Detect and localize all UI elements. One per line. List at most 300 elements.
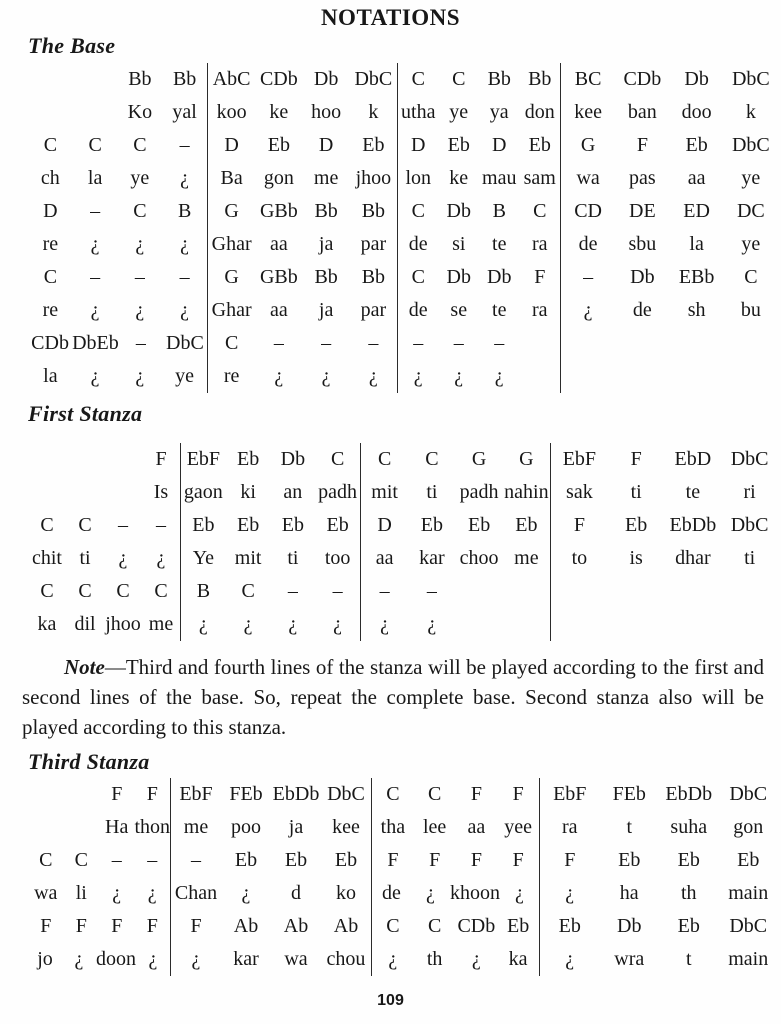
notation-row-notes [28,63,778,96]
notation-row-notes [28,327,778,360]
notation-group [180,476,360,509]
lyric-cell: ka [508,948,528,970]
lyric-cell: thon [134,816,170,838]
notation-group [207,96,397,129]
note-paragraph [22,652,764,742]
lyric-cell: tha [380,816,406,838]
note-cell: C [427,915,442,937]
note-cell: – [494,332,505,354]
note-cell: CDb [259,68,298,90]
notation-group [28,261,207,294]
note-cell: Eb [420,514,443,536]
notation-group [207,195,397,228]
note-cell: C [452,68,466,90]
notation-group [28,476,180,509]
note-text: —Third and fourth lines of the stanza will be played according to the first and second lines of the base. So, repeat the complete base. Second stanza also will be played according to this stanza. [22,655,764,739]
lyric-cell: ri [743,481,756,503]
notation-group [560,195,778,228]
note-cell: F [534,266,546,288]
note-cell: D [377,514,392,536]
lyric-cell: th [680,882,697,904]
lyric-cell: an [283,481,303,503]
lyric-cell: aa [269,233,288,255]
note-cell: G [580,134,596,156]
note-cell: Eb [618,849,641,871]
note-cell: DbC [729,783,768,805]
note-cell: DbC [166,332,204,354]
notation-group [28,608,180,641]
lyric-cell: ha [619,882,639,904]
lyric-cell: par [360,299,387,321]
lyric-cell: ti [287,547,299,569]
lyric-cell: me [313,167,339,189]
note-cell: CDb [457,915,496,937]
notation-group [539,811,778,844]
notation-group [180,575,360,608]
notation-group [371,811,539,844]
notation-group [28,943,170,976]
note-cell: C [330,448,345,470]
note-cell: Eb [267,134,290,156]
lyric-cell: doo [681,101,712,123]
note-cell: C [386,915,400,937]
lyric-cell: la [87,167,103,189]
lyric-cell: jo [37,948,53,970]
lyric-cell: bu [740,299,761,321]
notation-group [28,877,170,910]
lyric-cell: ¿ [494,365,504,387]
lyric-cell: de [408,299,428,321]
lyric-cell: Ghar [211,233,252,255]
lyric-cell: gon [733,816,764,838]
notation-row-lyrics [28,360,778,393]
notation-group [28,542,180,575]
lyric-cell: si [452,233,466,255]
lyric-cell: ¿ [112,882,122,904]
notation-group [180,542,360,575]
note-cell: F [512,783,524,805]
lyric-cell: ¿ [380,613,390,635]
lyric-cell: ¿ [321,365,331,387]
lyric-cell: doon [96,948,136,970]
notation-group [539,877,778,910]
lyric-cell: ¿ [90,365,100,387]
note-cell: – [191,849,201,871]
note-cell: C [133,134,147,156]
note-cell: Eb [558,915,581,937]
lyric-cell: dhar [675,547,711,569]
notation-row-lyrics [28,228,778,261]
lyric-cell: sam [523,167,556,189]
lyric-cell: ¿ [583,299,593,321]
lyric-cell: ¿ [135,299,145,321]
lyric-cell: th [426,948,443,970]
note-cell: GBb [259,200,298,222]
note-cell: Eb [468,514,491,536]
notation-group [560,294,778,327]
lyric-cell: me [514,547,539,569]
lyric-cell: ki [240,481,256,503]
lyric-cell: re [223,365,240,387]
note-cell: B [196,580,211,602]
lyric-cell: la [43,365,58,387]
lyric-cell: ¿ [148,948,158,970]
notation-group [371,844,539,877]
note-cell: D [492,134,507,156]
notation-row-notes [28,910,778,943]
notation-group [550,509,778,542]
lyric-cell: se [450,299,468,321]
lyric-cell: ye [741,167,761,189]
lyric-cell: chit [32,547,62,569]
note-cell: C [133,200,147,222]
note-cell: CD [574,200,603,222]
note-cell: Bb [314,200,338,222]
lyric-cell: nahin [504,481,549,503]
notation-group [560,360,778,393]
note-cell: C [88,134,102,156]
note-cell: F [146,915,158,937]
note-cell: Eb [507,915,530,937]
note-cell: Bb [487,68,511,90]
lyric-cell: ye [130,167,150,189]
note-cell: Eb [625,514,648,536]
lyric-cell: ko [336,882,356,904]
note-cell: C [427,783,442,805]
notation-group [170,844,371,877]
lyric-cell: ¿ [471,948,481,970]
note-cell: DbC [327,783,365,805]
notation-group [371,910,539,943]
note-cell: Db [313,68,339,90]
notation-group [397,162,560,195]
lyric-cell: ¿ [388,948,398,970]
note-cell: DC [736,200,765,222]
notation-row-notes [28,129,778,162]
note-cell: Eb [362,134,385,156]
note-cell: GBb [259,266,298,288]
notation-group [371,877,539,910]
notation-group [539,778,778,811]
notation-group [550,476,778,509]
lyric-cell: mau [482,167,517,189]
section-first-stanza [28,401,778,641]
note-cell: F [155,448,167,470]
lyric-cell: ¿ [180,233,190,255]
lyric-cell: li [75,882,87,904]
note-cell: DbC [730,448,769,470]
notation-group [397,96,560,129]
note-label: Note [64,655,105,679]
notation-group [28,575,180,608]
lyric-cell: ti [744,547,756,569]
notation-group [170,877,371,910]
note-cell: BC [574,68,602,90]
note-cell: – [90,266,101,288]
note-cell: Bb [361,200,386,222]
notation-group [397,294,560,327]
notation-group [397,261,560,294]
lyric-cell: ¿ [565,948,575,970]
notation-group [28,195,207,228]
lyric-cell: te [492,299,507,321]
notation-group [170,943,371,976]
lyric-cell: utha [401,101,436,123]
lyric-cell: ¿ [243,613,253,635]
lyric-cell: re [42,299,59,321]
lyric-cell: ja [288,816,304,838]
lyric-cell: ti [426,481,438,503]
notation-group [207,129,397,162]
note-cell: Ab [283,915,309,937]
lyric-cell: yal [172,101,197,123]
lyric-cell: ¿ [90,299,100,321]
notation-group [560,228,778,261]
notation-group [170,811,371,844]
lyric-cell: lon [405,167,432,189]
lyric-cell: dil [74,613,96,635]
note-cell: DbC [354,68,393,90]
note-cell: – [321,332,332,354]
note-cell: – [453,332,464,354]
notation-row-notes [28,844,778,877]
lyric-cell: kar [419,547,445,569]
section-third-stanza [28,749,778,976]
note-cell: B [177,200,192,222]
lyric-cell: yee [504,816,532,838]
lyric-cell: padh [318,481,358,503]
lyric-cell: suha [670,816,708,838]
lyric-cell: kee [574,101,602,123]
note-cell: C [43,266,58,288]
notation-group [170,910,371,943]
lyric-cell: to [571,547,588,569]
note-cell: – [413,332,424,354]
note-cell: F [190,915,202,937]
note-cell: EbDb [272,783,320,805]
lyric-cell: don [524,101,555,123]
note-cell: C [116,580,130,602]
notation-group [28,96,207,129]
lyric-cell: ¿ [198,613,208,635]
notation-row-notes [28,778,778,811]
note-cell: – [368,332,379,354]
note-cell: G [224,266,239,288]
section-heading: The Base [28,33,116,58]
note-cell: Eb [677,849,700,871]
note-cell: C [744,266,758,288]
notation-group [28,844,170,877]
lyric-cell: Ye [192,547,215,569]
note-cell: Bb [361,266,386,288]
page-number: 109 [377,992,404,1009]
notation-group [397,360,560,393]
notation-group [207,261,397,294]
note-cell: Eb [737,849,760,871]
lyric-cell: ka [37,613,57,635]
notation-row-notes [28,261,778,294]
lyric-cell: ¿ [74,948,84,970]
lyric-cell: ¿ [454,365,464,387]
note-cell: Db [487,266,512,288]
lyric-cell: Chan [174,882,218,904]
lyric-cell: Ba [220,167,243,189]
note-cell: EbF [562,448,597,470]
note-cell: C [78,514,92,536]
notation-group [360,476,550,509]
note-cell: F [146,783,158,805]
lyric-cell: te [492,233,507,255]
note-cell: Db [617,915,642,937]
note-cell: Bb [528,68,552,90]
note-cell: FEb [612,783,646,805]
note-cell: Eb [528,134,551,156]
lyric-cell: Is [153,481,169,503]
note-cell: EbDb [669,514,717,536]
lyric-cell: mit [371,481,398,503]
lyric-cell: te [685,481,701,503]
note-cell: Ab [333,915,359,937]
note-cell: F [630,448,642,470]
lyric-cell: Ghar [211,299,252,321]
note-cell: Eb [677,915,700,937]
page-title: NOTATIONS [320,5,461,30]
notation-group [397,129,560,162]
notation-group [560,327,778,360]
notation-group [360,575,550,608]
notation-row-lyrics [28,162,778,195]
notation-group [360,443,550,476]
lyric-cell: de [408,233,428,255]
note-cell: D [318,134,334,156]
notation-group [360,608,550,641]
notation-group [28,162,207,195]
note-cell: – [147,849,158,871]
note-cell: C [241,580,255,602]
lyric-cell: choo [459,547,499,569]
note-cell: EbD [674,448,712,470]
lyric-cell: ke [449,167,469,189]
note-cell: C [43,134,58,156]
lyric-cell: wa [576,167,600,189]
note-cell: Eb [515,514,538,536]
lyric-cell: ¿ [333,613,343,635]
lyric-cell: Ko [127,101,153,123]
note-cell: – [379,580,390,602]
notation-group [397,195,560,228]
lyric-cell: pas [629,167,656,189]
lyric-cell: ra [531,299,548,321]
note-cell: F [387,849,399,871]
lyric-cell: wa [34,882,58,904]
note-cell: C [224,332,239,354]
notation-group [207,294,397,327]
notation-group [539,910,778,943]
lyric-cell: ¿ [427,613,437,635]
note-cell: – [273,332,284,354]
notation-row-lyrics [28,476,778,509]
notation-grid [28,63,778,393]
note-cell: F [512,849,524,871]
notation-row-notes [28,443,778,476]
lyric-cell: ¿ [147,882,157,904]
note-cell: – [583,266,594,288]
notation-group [539,844,778,877]
note-cell: Bb [172,68,197,90]
section-heading: First Stanza [28,401,143,426]
lyric-cell: ¿ [426,882,435,904]
lyric-cell: ¿ [118,547,128,569]
notation-group [28,360,207,393]
notation-group [397,228,560,261]
note-cell: DbC [730,514,769,536]
notation-group [28,778,170,811]
lyric-cell: aa [269,299,288,321]
notation-group [28,228,207,261]
lyric-cell: ti [79,547,91,569]
lyric-cell: too [324,547,351,569]
lyric-cell: d [291,882,301,904]
note-cell: Eb [281,514,304,536]
note-cell: Eb [284,849,308,871]
notation-group [207,162,397,195]
note-cell: – [134,266,145,288]
lyric-cell: ¿ [368,365,378,387]
note-cell: CDb [623,68,662,90]
lyric-cell: ye [175,365,195,387]
notation-group [207,327,397,360]
lyric-cell: ¿ [135,233,145,255]
lyric-cell: t [626,816,633,838]
note-cell: C [39,849,53,871]
lyric-cell: Ha [105,816,129,838]
note-cell: F [470,783,482,805]
lyric-cell: wra [614,948,645,970]
notation-grid [28,443,778,641]
note-cell: FEb [229,783,263,805]
note-cell: F [573,514,585,536]
notation-group [550,575,778,608]
lyric-cell: gon [263,167,294,189]
notation-group [550,542,778,575]
notation-row-notes [28,509,778,542]
lyric-cell: mit [234,547,262,569]
note-cell: – [426,580,437,602]
notation-group [28,811,170,844]
lyric-cell: aa [687,167,706,189]
note-cell: C [411,200,425,222]
note-cell: F [111,915,123,937]
note-cell: DbEb [72,332,119,354]
note-cell: – [135,332,146,354]
notation-group [360,509,550,542]
note-cell: F [75,915,87,937]
lyric-cell: ¿ [413,365,423,387]
lyric-cell: ban [627,101,657,123]
lyric-cell: la [689,233,704,255]
lyric-cell: is [629,547,643,569]
note-cell: Db [630,266,655,288]
notation-group [560,261,778,294]
notation-row-lyrics [28,608,778,641]
note-cell: Ab [233,915,259,937]
note-cell: Db [280,448,306,470]
notation-group [28,509,180,542]
lyric-cell: t [685,948,692,970]
lyric-cell: koo [216,101,247,123]
note-cell: Eb [234,849,258,871]
notation-group [180,509,360,542]
